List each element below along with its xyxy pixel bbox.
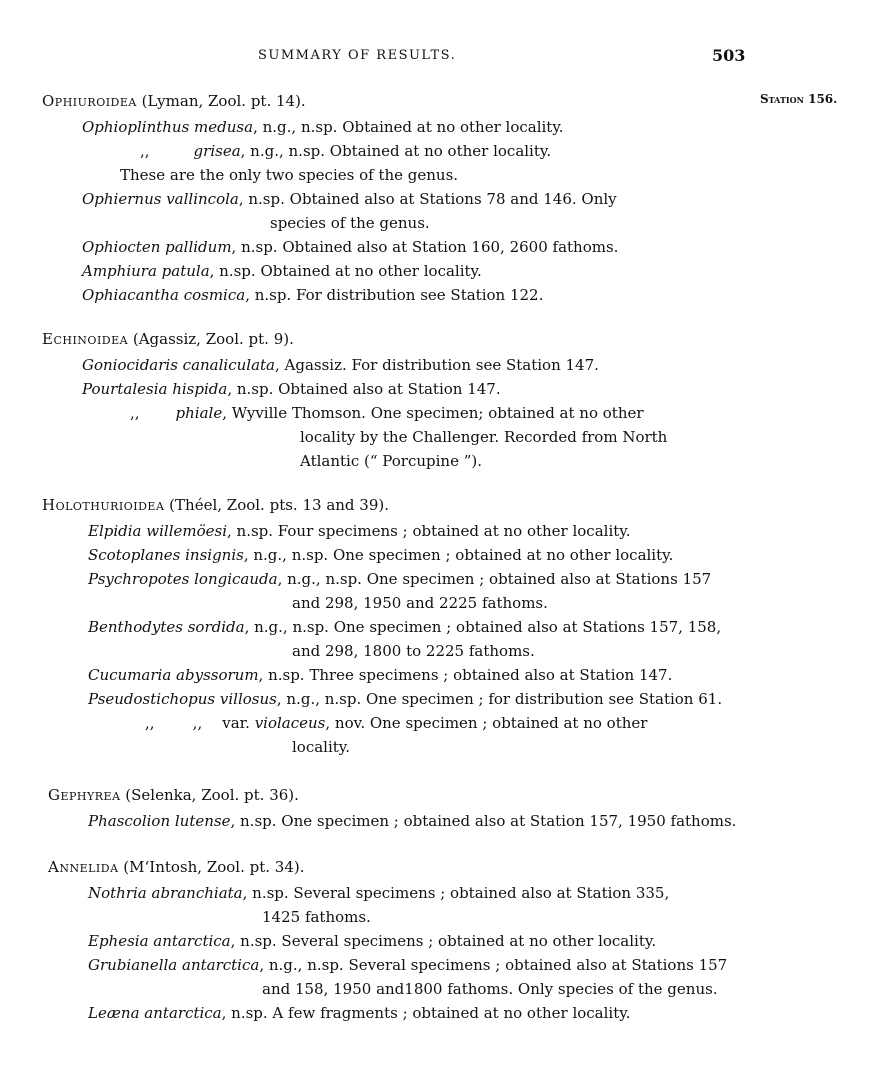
list-item: Psychropotes longicauda, n.g., n.sp. One specimen ; obtained also at Stations 157	[88, 570, 712, 588]
list-item: Elpidia willemöesi, n.sp. Four specimens ; obtained at no other locality.	[88, 522, 631, 540]
list-item: and 298, 1950 and 2225 fathoms.	[292, 594, 548, 612]
list-item: ,, ,, var. violaceus, nov. One specimen ; obtained at no other	[145, 714, 648, 732]
list-item: These are the only two species of the genus.	[120, 166, 459, 184]
list-item: Benthodytes sordida, n.g., n.sp. One specimen ; obtained also at Stations 157, 158,	[88, 618, 722, 636]
list-item: Pourtalesia hispida, n.sp. Obtained also at Station 147.	[82, 380, 501, 398]
list-item: ,, phiale, Wyville Thomson. One specimen; obtained at no other	[130, 404, 644, 422]
list-item: locality.	[292, 738, 351, 756]
list-item: Ephesia antarctica, n.sp. Several specimens ; obtained at no other locality.	[88, 932, 657, 950]
section-heading: Holothurioidea (Théel, Zool. pts. 13 and 39).	[42, 496, 389, 514]
list-item: and 298, 1800 to 2225 fathoms.	[292, 642, 535, 660]
list-item: species of the genus.	[270, 214, 430, 232]
list-item: Ophiacantha cosmica, n.sp. For distribution see Station 122.	[82, 286, 544, 304]
list-item: Atlantic (“ Porcupine ”).	[300, 452, 483, 470]
list-item: Amphiura patula, n.sp. Obtained at no other locality.	[82, 262, 482, 280]
page-header	[0, 48, 880, 70]
list-item: Ophiernus vallincola, n.sp. Obtained also at Stations 78 and 146. Only	[82, 190, 617, 208]
list-item: locality by the Challenger. Recorded from North	[300, 428, 668, 446]
section-heading: Annelida (M‘Intosh, Zool. pt. 34).	[48, 858, 305, 876]
running-title: SUMMARY OF RESULTS.	[258, 48, 457, 63]
page-number: 503	[712, 46, 746, 65]
section-heading: Gephyrea (Selenka, Zool. pt. 36).	[48, 786, 299, 804]
list-item: Pseudostichopus villosus, n.g., n.sp. One specimen ; for distribution see Station 61.	[88, 690, 723, 708]
list-item: 1425 fathoms.	[262, 908, 371, 926]
section-heading: Echinoidea (Agassiz, Zool. pt. 9).	[42, 330, 294, 348]
station-marginal-label: Station 156.	[760, 92, 838, 106]
list-item: Scotoplanes insignis, n.g., n.sp. One specimen ; obtained at no other locality.	[88, 546, 674, 564]
list-item: Goniocidaris canaliculata, Agassiz. For distribution see Station 147.	[82, 356, 599, 374]
list-item: ,, grisea, n.g., n.sp. Obtained at no other locality.	[140, 142, 552, 160]
list-item: Leæna antarctica, n.sp. A few fragments ; obtained at no other locality.	[88, 1004, 631, 1022]
list-item: Cucumaria abyssorum, n.sp. Three specimens ; obtained also at Station 147.	[88, 666, 673, 684]
list-item: and 158, 1950 and1800 fathoms. Only species of the genus.	[262, 980, 718, 998]
list-item: Ophioplinthus medusa, n.g., n.sp. Obtained at no other locality.	[82, 118, 564, 136]
list-item: Ophiocten pallidum, n.sp. Obtained also at Station 160, 2600 fathoms.	[82, 238, 619, 256]
list-item: Nothria abranchiata, n.sp. Several specimens ; obtained also at Station 335,	[88, 884, 670, 902]
list-item: Grubianella antarctica, n.g., n.sp. Several specimens ; obtained also at Stations 157	[88, 956, 728, 974]
list-item: Phascolion lutense, n.sp. One specimen ; obtained also at Station 157, 1950 fathoms.	[88, 812, 737, 830]
section-heading: Ophiuroidea (Lyman, Zool. pt. 14).	[42, 92, 306, 110]
